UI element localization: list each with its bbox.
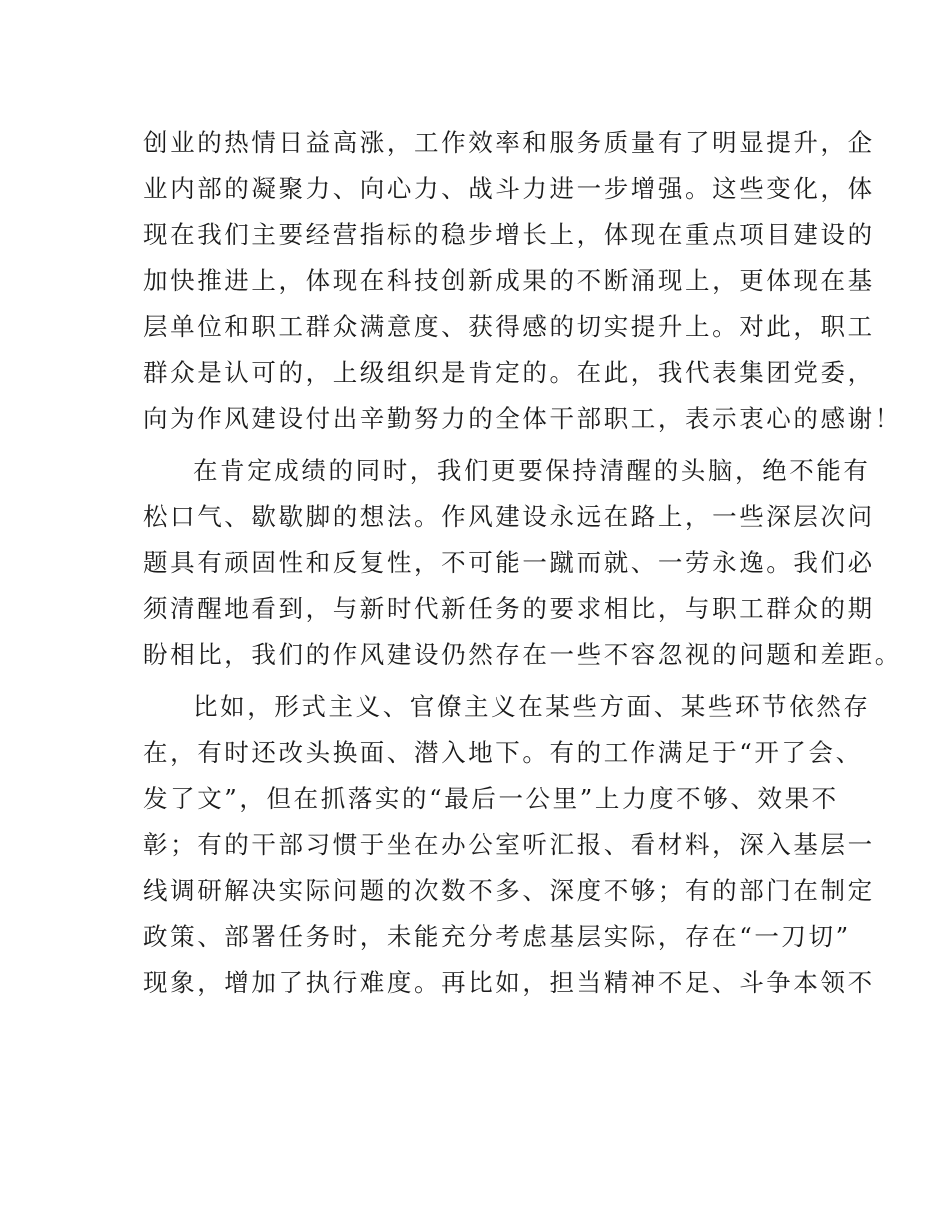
text-line: 向为作风建设付出辛勤努力的全体干部职工，表示衷心的感谢！ bbox=[143, 404, 902, 433]
text-line: 政策、部署任务时，未能充分考虑基层实际，存在“一刀切” bbox=[143, 922, 851, 951]
text-line: 创业的热情日益高涨，工作效率和服务质量有了明显提升，企 bbox=[143, 128, 875, 157]
text-line: 现象，增加了执行难度。再比如，担当精神不足、斗争本领不 bbox=[143, 968, 875, 997]
text-line: 在，有时还改头换面、潜入地下。有的工作满足于“开了会、 bbox=[143, 738, 863, 767]
paragraph-1 bbox=[143, 120, 902, 442]
document-body bbox=[143, 120, 902, 1006]
text-line: 须清醒地看到，与新时代新任务的要求相比，与职工群众的期 bbox=[143, 594, 875, 623]
text-line: 发了文”，但在抓落实的“最后一公里”上力度不够、效果不 bbox=[143, 784, 839, 813]
text-line: 题具有顽固性和反复性，不可能一蹴而就、一劳永逸。我们必 bbox=[143, 548, 875, 577]
text-line: 松口气、歇歇脚的想法。作风建设永远在路上，一些深层次问 bbox=[143, 502, 875, 531]
paragraph-3 bbox=[143, 684, 875, 1006]
text-line: 群众是认可的，上级组织是肯定的。在此，我代表集团党委， bbox=[143, 358, 875, 387]
text-line: 线调研解决实际问题的次数不多、深度不够；有的部门在制定 bbox=[143, 876, 875, 905]
text-line-first: 在肯定成绩的同时，我们更要保持清醒的头脑，绝不能有 bbox=[193, 456, 871, 485]
text-line-first: 比如，形式主义、官僚主义在某些方面、某些环节依然存 bbox=[193, 692, 871, 721]
text-line: 现在我们主要经营指标的稳步增长上，体现在重点项目建设的 bbox=[143, 220, 875, 249]
text-line: 业内部的凝聚力、向心力、战斗力进一步增强。这些变化，体 bbox=[143, 174, 875, 203]
text-line: 加快推进上，体现在科技创新成果的不断涌现上，更体现在基 bbox=[143, 266, 875, 295]
text-line: 盼相比，我们的作风建设仍然存在一些不容忽视的问题和差距。 bbox=[143, 640, 902, 669]
text-line: 层单位和职工群众满意度、获得感的切实提升上。对此，职工 bbox=[143, 312, 875, 341]
paragraph-2 bbox=[143, 448, 902, 678]
text-line: 彰；有的干部习惯于坐在办公室听汇报、看材料，深入基层一 bbox=[143, 830, 875, 859]
